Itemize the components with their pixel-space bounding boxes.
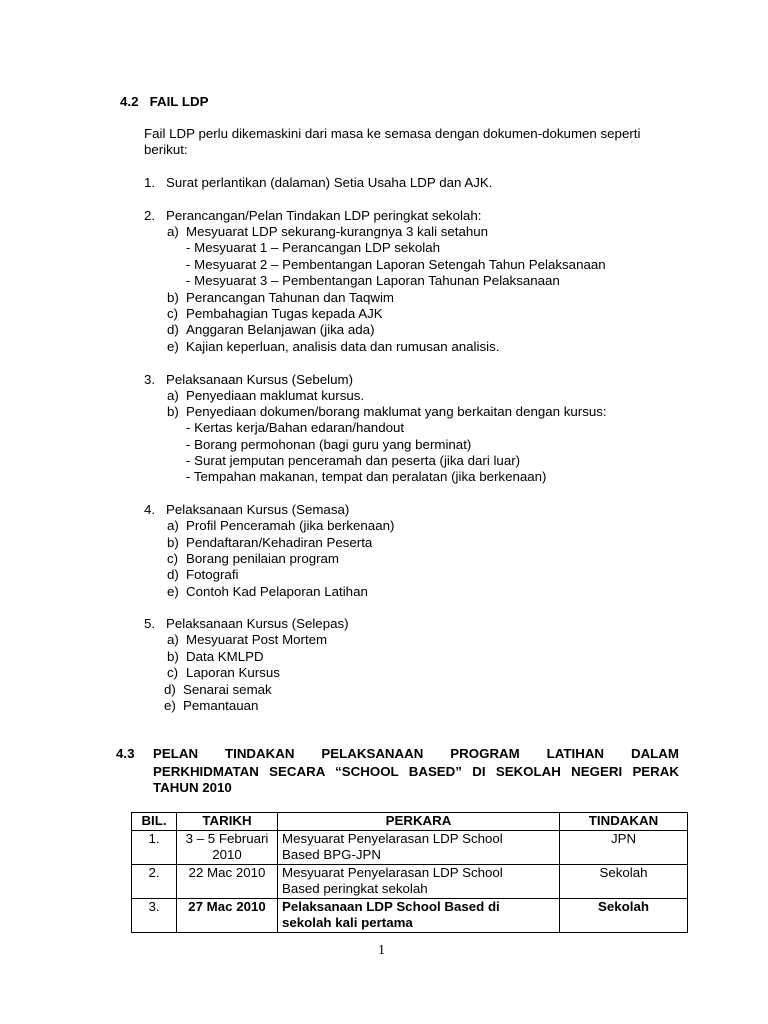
page-number: 1 <box>378 943 385 958</box>
sub-item: c) Borang penilaian program <box>167 551 340 566</box>
cell-bil: 2. <box>132 864 177 898</box>
section-4-3-line-2: PERKHIDMATAN SECARA “SCHOOL BASED” DI SEKOLAH NEGERI PERAK <box>153 764 679 779</box>
bullet-item: - Mesyuarat 2 – Pembentangan Laporan Setengah Tahun Pelaksanaan <box>186 257 606 272</box>
sub-item: e) Kajian keperluan, analisis data dan rumusan analisis. <box>167 339 500 354</box>
list-item-4 <box>144 502 349 519</box>
sub-item: c) Pembahagian Tugas kepada AJK <box>167 306 383 321</box>
intro-line-2: berikut: <box>144 142 188 157</box>
cell-tarikh: 27 Mac 2010 <box>177 898 278 932</box>
list-number: 5. <box>144 616 156 631</box>
sub-item: a) Profil Penceramah (jika berkenaan) <box>167 518 395 533</box>
cell-perkara: Mesyuarat Penyelarasan LDP School Based BPG-JPN <box>278 830 560 864</box>
list-item-1 <box>144 175 492 192</box>
sub-item: b) Pendaftaran/Kehadiran Peserta <box>167 535 373 550</box>
table-header-row <box>132 813 688 831</box>
section-4-3-number: 4.3 <box>116 746 135 761</box>
list-number: 2. <box>144 208 156 223</box>
list-number: 4. <box>144 502 156 517</box>
sub-item: b) Data KMLPD <box>167 649 264 664</box>
list-text: Pelaksanaan Kursus (Sebelum) <box>166 372 353 387</box>
section-4-3-line-3: TAHUN 2010 <box>153 780 232 795</box>
header-perkara: PERKARA <box>278 813 560 831</box>
bullet-item: - Mesyuarat 1 – Perancangan LDP sekolah <box>186 240 441 255</box>
list-number: 3. <box>144 372 156 387</box>
cell-perkara: Mesyuarat Penyelarasan LDP School Based peringkat sekolah <box>278 864 560 898</box>
bullet-item: - Kertas kerja/Bahan edaran/handout <box>186 420 405 435</box>
sub-item: b) Perancangan Tahunan dan Taqwim <box>167 290 394 305</box>
list-item-2 <box>144 208 481 225</box>
sub-item: d) Senarai semak <box>164 682 272 697</box>
list-item-3 <box>144 372 353 389</box>
list-text: Pelaksanaan Kursus (Selepas) <box>166 616 349 631</box>
table-row <box>132 898 688 932</box>
intro-line-1: Fail LDP perlu dikemaskini dari masa ke semasa dengan dokumen-dokumen seperti <box>144 126 641 141</box>
cell-tarikh: 3 – 5 Februari 2010 <box>177 830 278 864</box>
bullet-item: - Borang permohonan (bagi guru yang berminat) <box>186 437 472 452</box>
section-4-2-heading <box>120 94 208 111</box>
cell-tindakan: Sekolah <box>560 898 688 932</box>
cell-tindakan: JPN <box>560 830 688 864</box>
sub-item: e) Pemantauan <box>164 698 259 713</box>
list-number: 1. <box>144 175 156 190</box>
sub-item: a) Penyediaan maklumat kursus. <box>167 388 365 403</box>
sub-item: d) Fotografi <box>167 567 239 582</box>
sub-item: a) Mesyuarat LDP sekurang-kurangnya 3 kali setahun <box>167 224 489 239</box>
plan-table <box>131 812 688 933</box>
table-row <box>132 864 688 898</box>
cell-bil: 1. <box>132 830 177 864</box>
bullet-item: - Mesyuarat 3 – Pembentangan Laporan Tahunan Pelaksanaan <box>186 273 560 288</box>
cell-bil: 3. <box>132 898 177 932</box>
section-number: 4.2 <box>120 94 139 109</box>
section-4-3-line-1: PELAN TINDAKAN PELAKSANAAN PROGRAM LATIHAN DALAM <box>153 746 679 761</box>
section-title: FAIL LDP <box>149 94 209 109</box>
table-row <box>132 830 688 864</box>
list-item-5 <box>144 616 349 633</box>
sub-item: b) Penyediaan dokumen/borang maklumat yang berkaitan dengan kursus: <box>167 404 607 419</box>
sub-item: a) Mesyuarat Post Mortem <box>167 632 328 647</box>
sub-item: d) Anggaran Belanjawan (jika ada) <box>167 322 375 337</box>
list-text: Perancangan/Pelan Tindakan LDP peringkat sekolah: <box>166 208 482 223</box>
header-bil: BIL. <box>132 813 177 831</box>
cell-tindakan: Sekolah <box>560 864 688 898</box>
list-text: Pelaksanaan Kursus (Semasa) <box>166 502 350 517</box>
header-tindakan: TINDAKAN <box>560 813 688 831</box>
sub-item: e) Contoh Kad Pelaporan Latihan <box>167 584 368 599</box>
bullet-item: - Surat jemputan penceramah dan peserta (jika dari luar) <box>186 453 521 468</box>
bullet-item: - Tempahan makanan, tempat dan peralatan (jika berkenaan) <box>186 469 547 484</box>
header-tarikh: TARIKH <box>177 813 278 831</box>
sub-item: c) Laporan Kursus <box>167 665 280 680</box>
list-text: Surat perlantikan (dalaman) Setia Usaha LDP dan AJK. <box>166 175 493 190</box>
cell-tarikh: 22 Mac 2010 <box>177 864 278 898</box>
cell-perkara: Pelaksanaan LDP School Based di sekolah kali pertama <box>278 898 560 932</box>
